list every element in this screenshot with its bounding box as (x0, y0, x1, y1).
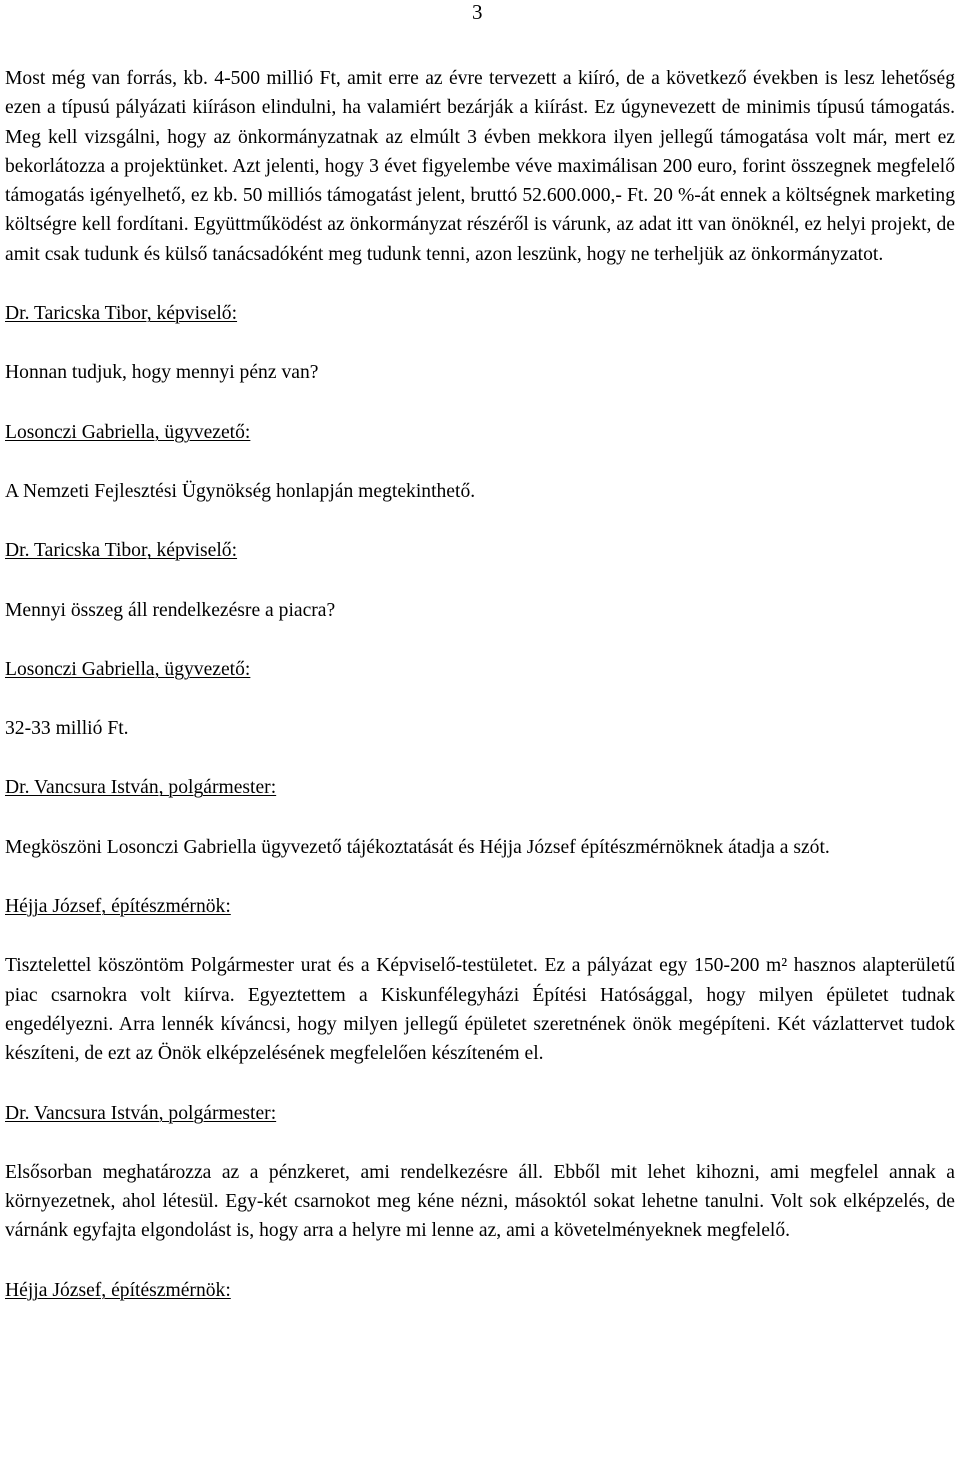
paragraph-mayor-thanks: Megköszöni Losonczi Gabriella ügyvezető tájékoztatását és Héjja József építészmérnöknek átadja a szót. (5, 836, 830, 858)
paragraph-question-money: Honnan tudjuk, hogy mennyi pénz van? (5, 362, 319, 384)
paragraph-question-amount: Mennyi összeg áll rendelkezésre a piacra? (5, 599, 336, 621)
speaker-label: Héjja József, építészmérnök: (5, 1279, 231, 1301)
speaker-label: Dr. Taricska Tibor, képviselő: (5, 303, 238, 325)
speaker-label: Dr. Taricska Tibor, képviselő: (5, 540, 238, 562)
page-number: 3 (472, 0, 483, 24)
paragraph-architect-intro: Tisztelettel köszöntöm Polgármester urat és a Képviselő-testületet. Ez a pályázat egy 150-200 m² hasznos alapterületű piac csarnokra volt kiírva. Egyeztettem a Kiskunfélegyházi Építési Hatósággal, hogy milyen épületet tudnak engedélyezni. Arra lennék kíváncsi, hogy milyen jellegű épületet szeretnének önök megépíteni. Két vázlattervet tudok készíteni, de ezt az Önök elképzelésének megfelelően készíteném el. (5, 955, 955, 1065)
speaker-label: Dr. Vancsura István, polgármester: (5, 777, 277, 799)
paragraph-mayor-budget: Elsősorban meghatározza az a pénzkeret, ami rendelkezésre áll. Ebből mit lehet kihozni, ami megfelel annak a környezetnek, ahol létesül. Egy-két csarnokot meg kéne nézni, másoktól sokat lehetne tanulni. Volt sok elképzelés, de várnánk egyfajta elgondolást is, hogy arra a helyre mi lenne az, ami a követelményeknek megfelelő. (5, 1161, 955, 1242)
paragraph-answer-amount: 32-33 millió Ft. (5, 718, 129, 740)
speaker-label: Losonczi Gabriella, ügyvezető: (5, 421, 251, 443)
speaker-label: Dr. Vancsura István, polgármester: (5, 1102, 277, 1124)
paragraph-funding-sources: Most még van forrás, kb. 4-500 millió Ft, amit erre az évre tervezett a kiíró, de a következő években is lesz lehetőség ezen a típusú pályázati kiíráson elindulni, ha valamiért bezárják a kiírást. Ez úgynevezett de minimis típusú támogatás. Meg kell vizsgálni, hogy az önkormányzatnak az elmúlt 3 évben mekkora ilyen jellegű támogatása volt már, mert ez bekorlátozza a projektünket. Azt jelenti, hogy 3 évet figyelembe véve maximálisan 200 euro, forint összegnek megfelelő támogatás igényelhető, ez kb. 50 milliós támogatást jelent, bruttó 52.600.000,- Ft. 20 %-át ennek a költségnek marketing költségre kell fordítani. Együttműködést az önkormányzat részéről is várunk, az adat itt van önöknél, ez helyi projekt, de amit csak tudunk és külső tanácsadóként meg tudunk tenni, azon leszünk, hogy ne terheljük az önkormányzatot. (5, 68, 955, 265)
speaker-label: Losonczi Gabriella, ügyvezető: (5, 658, 251, 680)
speaker-label: Héjja József, építészmérnök: (5, 896, 231, 918)
paragraph-answer-website: A Nemzeti Fejlesztési Ügynökség honlapján megtekinthető. (5, 480, 476, 502)
document-body (5, 64, 955, 1335)
